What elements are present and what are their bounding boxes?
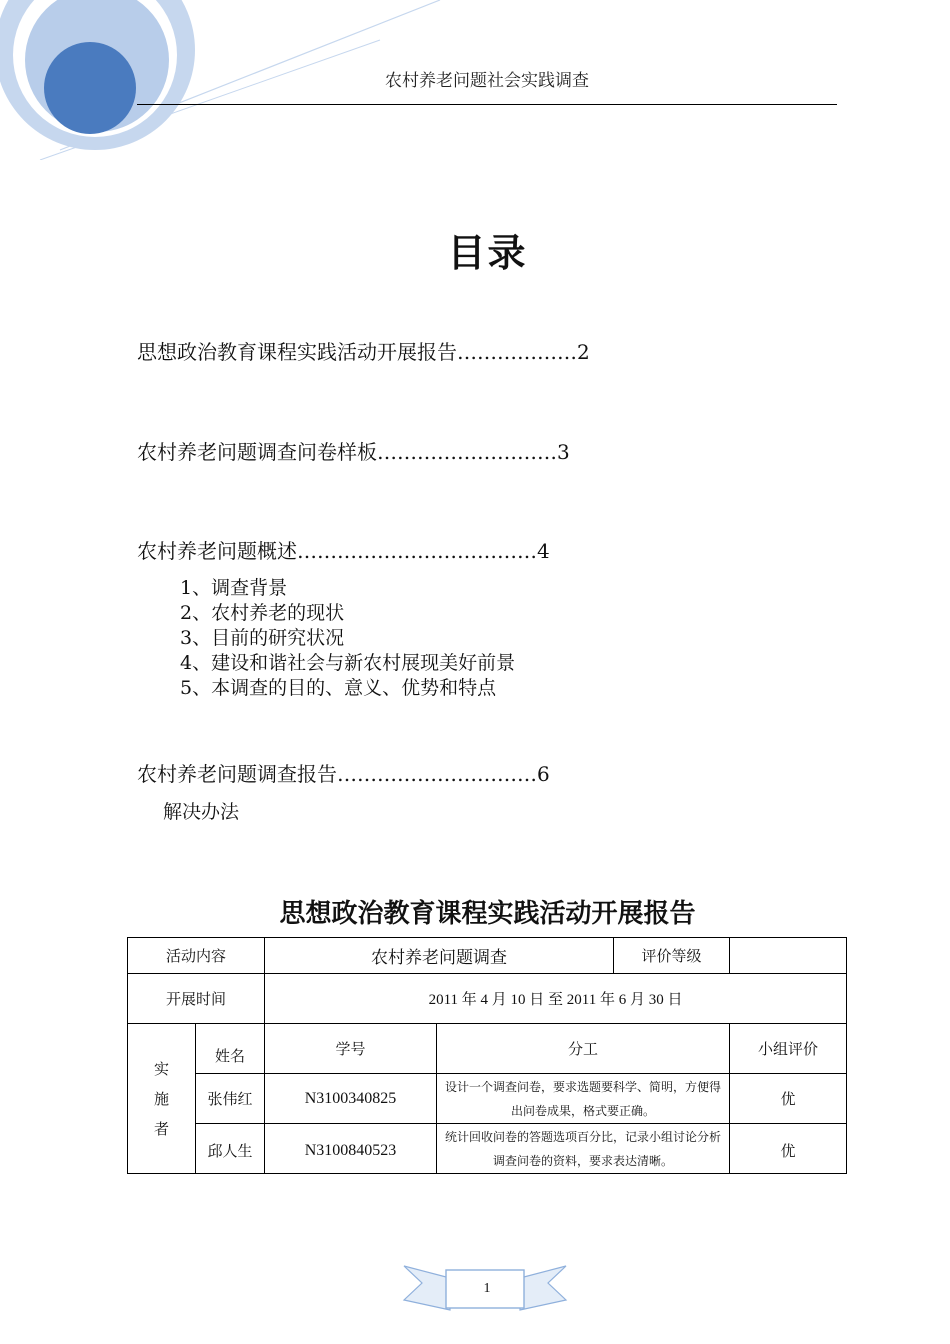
page-number: 1 — [483, 1281, 491, 1296]
table-row-time — [128, 974, 847, 1024]
implementer-label: 实 施 者 — [128, 1024, 196, 1174]
member-eval: 优 — [730, 1074, 847, 1124]
time-label: 开展时间 — [128, 974, 265, 1024]
toc-entry-questionnaire[interactable]: 农村养老问题调查问卷样板………………………3 — [137, 440, 570, 464]
header-title: 农村养老问题社会实践调查 — [385, 71, 589, 91]
toc-subitem: 4、建设和谐社会与新农村展现美好前景 — [180, 652, 516, 674]
toc-subitem: 5、本调查的目的、意义、优势和特点 — [180, 677, 497, 699]
header-divider — [137, 104, 837, 105]
col-header-eval: 小组评价 — [730, 1024, 847, 1074]
activity-report-table — [127, 937, 847, 1174]
toc-entry-survey-report[interactable]: 农村养老问题调查报告…………………………6 — [137, 762, 550, 786]
table-row — [128, 1074, 847, 1124]
rating-label: 评价等级 — [614, 938, 730, 974]
toc-subitem: 2、农村养老的现状 — [180, 602, 345, 624]
toc-entry-practice-report[interactable]: 思想政治教育课程实践活动开展报告………………2 — [137, 340, 590, 364]
member-name: 张伟红 — [196, 1074, 265, 1124]
table-row-activity — [128, 938, 847, 974]
toc-heading: 目录 — [447, 231, 528, 275]
toc-subitem: 1、调查背景 — [180, 577, 288, 599]
activity-label: 活动内容 — [128, 938, 265, 974]
col-header-name: 姓名 — [196, 1024, 265, 1074]
report-title: 思想政治教育课程实践活动开展报告 — [279, 899, 696, 929]
table-row — [128, 1124, 847, 1174]
member-name: 邱人生 — [196, 1124, 265, 1174]
activity-value: 农村养老问题调查 — [265, 938, 614, 974]
time-value: 2011 年 4 月 10 日 至 2011 年 6 月 30 日 — [265, 974, 847, 1024]
col-header-task: 分工 — [437, 1024, 730, 1074]
table-header-row — [128, 1024, 847, 1074]
toc-entry-overview[interactable]: 农村养老问题概述………………………………4 — [137, 539, 550, 563]
member-task: 统计回收问卷的答题选项百分比，记录小组讨论分析调查问卷的资料，要求表达清晰。 — [437, 1124, 730, 1174]
member-task: 设计一个调查问卷，要求选题要科学、简明，方便得出问卷成果，格式要正确。 — [437, 1074, 730, 1124]
rating-value[interactable] — [730, 938, 847, 974]
member-id: N3100840523 — [265, 1124, 437, 1174]
member-id: N3100340825 — [265, 1074, 437, 1124]
member-eval: 优 — [730, 1124, 847, 1174]
toc-subitem-solution: 解决办法 — [163, 801, 240, 823]
toc-subitem: 3、目前的研究状况 — [180, 627, 345, 649]
col-header-id: 学号 — [265, 1024, 437, 1074]
